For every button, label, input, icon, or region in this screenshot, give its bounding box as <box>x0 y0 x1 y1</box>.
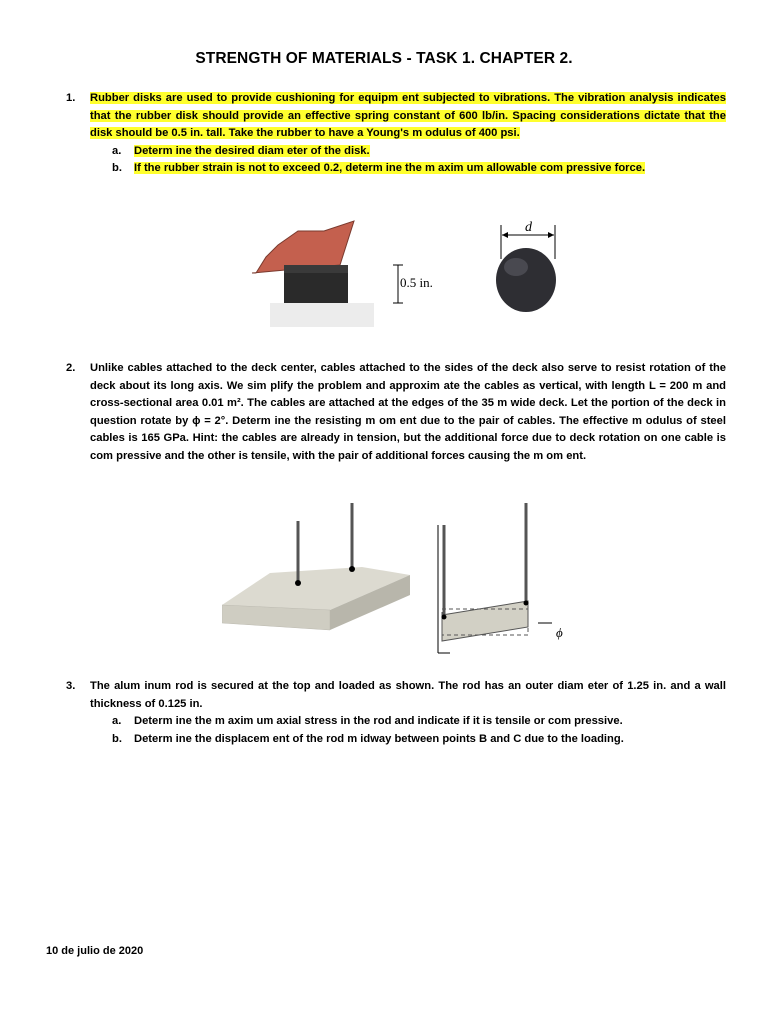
problem-1-number: 1. <box>66 92 76 104</box>
height-label: 0.5 in. <box>400 275 433 290</box>
disk-top-view <box>496 248 556 312</box>
problem-3 <box>66 678 726 748</box>
cable-anchor-right <box>349 566 355 572</box>
problem-2-number: 2. <box>66 362 76 374</box>
cable-section-anchor-left <box>442 615 447 620</box>
rubber-disk-side <box>284 273 348 303</box>
problem-3-text: The alum inum rod is secured at the top and loaded as shown. The rod has an outer diam eter of 1.25 in. and a wall thickness of 0.125 in. <box>90 680 726 710</box>
page-title: STRENGTH OF MATERIALS - TASK 1. CHAPTER 2. <box>195 50 573 67</box>
deck-cables-figure <box>222 495 582 660</box>
sub-label: a. <box>112 144 122 157</box>
diameter-label: d <box>525 220 532 235</box>
cable-anchor-left <box>295 580 301 586</box>
sub-text: If the rubber strain is not to exceed 0.2, determ ine the m axim um allowable com pressive force. <box>134 162 646 175</box>
problem-2-text: Unlike cables attached to the deck center, cables attached to the sides of the deck also serve to resist rotation of the deck about its long axis. We sim plify the problem and approxim ate the cables as vertical, with length L = 200 m and cross-sectional area 0.01 m². The cables are attached at the edges of the 35 m wide deck. Let the portion of the deck in question rotate by ϕ = 2°. Determ ine the resisting m om ent due to the pair of cables. The effective m odulus of steel cables is 165 GPa. Hint: the cables are already in tension, but the additional force due to deck rotation on one cable is com pressive and the other is tensile, with the pair of additional forces causing the m om ent. <box>90 362 726 462</box>
problem-1-sub-b <box>112 160 726 178</box>
problem-3-sub-a <box>112 713 726 731</box>
problem-1-text: Rubber disks are used to provide cushioning for equipm ent subjected to vibrations. The vibration analysis indicates that the rubber disk should provide an effective spring constant of 600 lb/in. Spacing considerations dictate that the disk should be 0.5 in. tall. Take the rubber to have a Young's m odulus of 400 psi. <box>90 92 726 140</box>
sub-text: Determ ine the desired diam eter of the disk. <box>134 144 370 157</box>
base-support <box>270 303 374 327</box>
sub-label: b. <box>112 162 122 175</box>
disk-highlight <box>504 258 528 276</box>
footer-date: 10 de julio de 2020 <box>46 945 144 957</box>
rotation-angle-label: ϕ <box>556 625 563 640</box>
sub-text: Determ ine the m axim um axial stress in the rod and indicate if it is tensile or com pressive. <box>134 715 623 728</box>
arrow-left-icon <box>502 232 508 238</box>
arrow-right-icon <box>548 232 554 238</box>
sub-text: Determ ine the displacem ent of the rod m idway between points B and C due to the loading. <box>134 732 624 745</box>
problem-3-sub-b <box>112 731 726 749</box>
sub-label: a. <box>112 715 122 728</box>
cable-section-anchor-right <box>524 601 529 606</box>
problem-3-number: 3. <box>66 680 76 692</box>
sub-label: b. <box>112 732 122 745</box>
problem-1-sub-a <box>112 143 726 161</box>
rubber-disk-figure <box>250 215 590 330</box>
problem-2 <box>66 360 726 466</box>
problem-1 <box>66 90 726 178</box>
